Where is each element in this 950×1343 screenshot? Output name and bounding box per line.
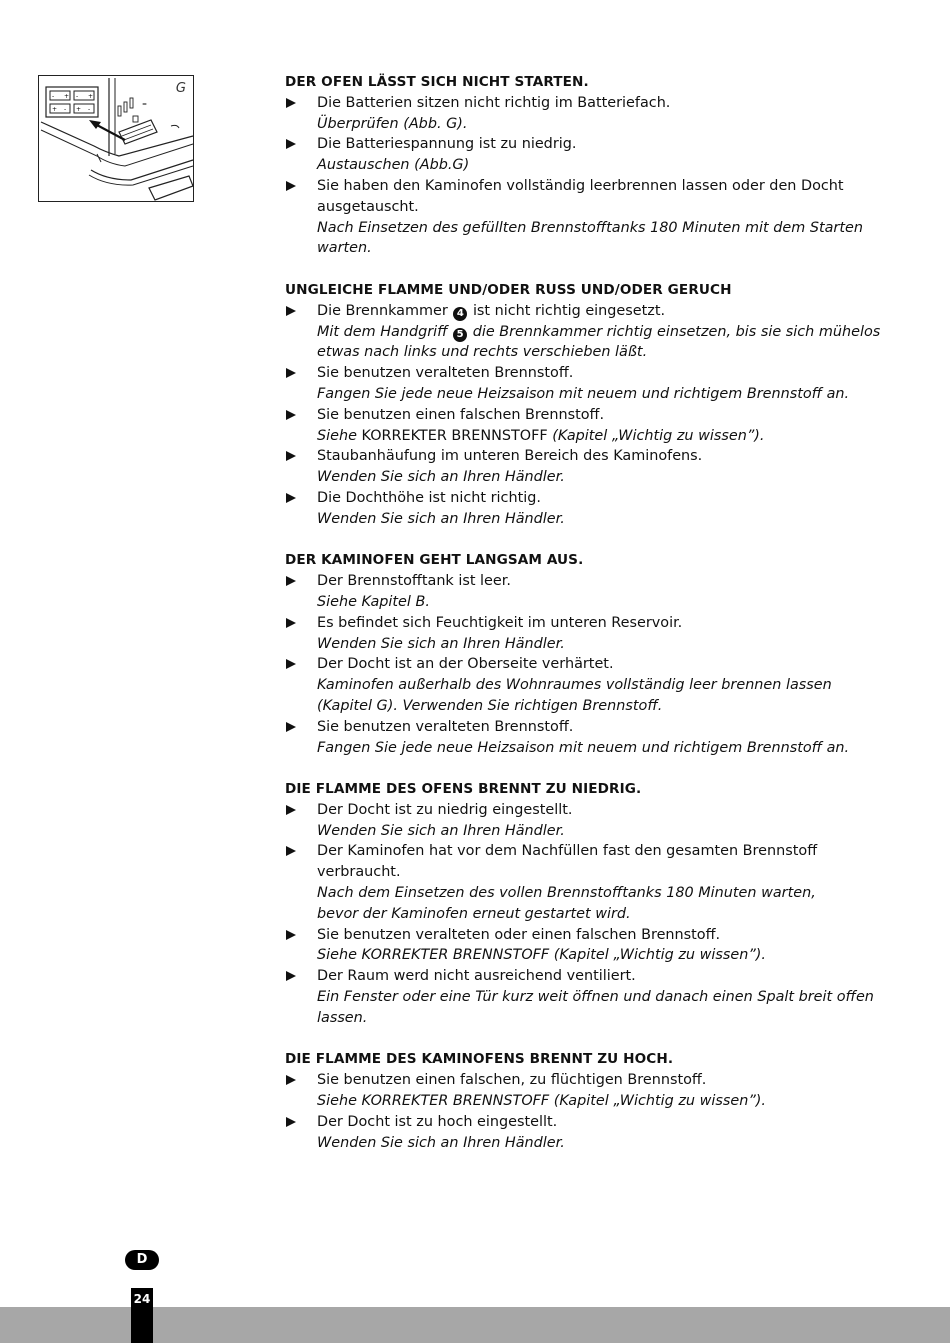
section-heading: DIE FLAMME DES OFENS BRENNT ZU NIEDRIG.: [285, 781, 642, 798]
cause-text-end: ist nicht richtig eingesetzt.: [472, 302, 666, 319]
arrow-bullet-icon: [286, 930, 296, 940]
figure-label: G: [175, 81, 186, 96]
remedy-text: Ein Fenster oder eine Tür kurz weit öffnen und danach einen Spalt breit offen lassen.: [317, 989, 874, 1026]
remedy-text: Fangen Sie jede neue Heizsaison mit neuem und richtigem Brennstoff an.: [317, 385, 850, 402]
remedy-text: Nach Einsetzen des gefüllten Brennstofftanks 180 Minuten mit dem Starten warten.: [317, 219, 863, 257]
list-item: [285, 966, 885, 1028]
cause-text: Sie benutzen veralteten Brennstoff.: [317, 365, 574, 382]
remedy-text: Wenden Sie sich an Ihren Händler.: [317, 469, 565, 486]
section-flame-too-high: [285, 1049, 885, 1153]
cause-text: Der Kaminofen hat vor dem Nachfüllen fast den gesamten Brennstoff verbraucht.: [317, 843, 818, 881]
list-item: [285, 1070, 885, 1112]
remedy-reference: KORREKTER BRENNSTOFF: [361, 427, 548, 444]
remedy-text: [317, 426, 885, 447]
cause-text: Die Batteriespannung ist zu niedrig.: [317, 136, 577, 153]
list-item: [285, 841, 885, 924]
list-item: [285, 1112, 885, 1154]
list-item: [285, 134, 885, 176]
cause-text: Es befindet sich Feuchtigkeit im unteren Reservoir.: [317, 614, 683, 631]
remedy-text: Wenden Sie sich an Ihren Händler.: [317, 1134, 565, 1151]
language-badge: D: [125, 1250, 159, 1270]
section-heading: DER OFEN LÄSST SICH NICHT STARTEN.: [285, 74, 589, 90]
arrow-bullet-icon: [286, 1075, 296, 1085]
list-item: [285, 800, 885, 842]
arrow-bullet-icon: [286, 98, 296, 108]
remedy-text: Siehe KORREKTER BRENNSTOFF (Kapitel „Wichtig zu wissen”).: [317, 947, 766, 964]
arrow-bullet-icon: [286, 139, 296, 149]
arrow-bullet-icon: [286, 805, 296, 815]
list-item: [285, 93, 885, 135]
list-item: [285, 446, 885, 488]
arrow-bullet-icon: [286, 659, 296, 669]
arrow-bullet-icon: [286, 846, 296, 856]
list-item: [285, 176, 885, 259]
arrow-bullet-icon: [286, 451, 296, 461]
arrow-bullet-icon: [286, 576, 296, 586]
arrow-bullet-icon: [286, 306, 296, 316]
list-item: [285, 613, 885, 655]
cause-text: [317, 301, 885, 322]
remedy-text: Wenden Sie sich an Ihren Händler.: [317, 510, 565, 527]
arrow-bullet-icon: [286, 181, 296, 191]
cause-text: Sie benutzen einen falschen Brennstoff.: [317, 406, 605, 423]
svg-text:-: -: [52, 93, 55, 100]
svg-text:+: +: [52, 106, 58, 113]
remedy-text-start: Siehe: [317, 427, 357, 444]
remedy-text: Siehe KORREKTER BRENNSTOFF (Kapitel „Wichtig zu wissen”).: [317, 1093, 766, 1110]
section-goes-out: [285, 550, 885, 758]
remedy-text: Siehe Kapitel B.: [317, 593, 430, 610]
arrow-bullet-icon: [286, 1117, 296, 1127]
cause-text: Staubanhäufung im unteren Bereich des Kaminofens.: [317, 448, 703, 465]
arrow-bullet-icon: [286, 493, 296, 503]
list-item: [285, 405, 885, 447]
page-number: 24: [133, 1292, 151, 1306]
section-flame-too-low: [285, 779, 885, 1029]
cause-text: Die Dochthöhe ist nicht richtig.: [317, 489, 541, 506]
remedy-text: Austauschen (Abb.G): [317, 157, 470, 174]
remedy-text-end: die Brennkammer richtig einsetzen, bis sie sich mühelos etwas nach links und rechts verschieben läßt.: [317, 323, 881, 361]
cause-text: Der Raum werd nicht ausreichend ventiliert.: [317, 968, 636, 985]
list-item: [285, 488, 885, 530]
arrow-bullet-icon: [286, 410, 296, 420]
svg-text:-: -: [76, 93, 79, 100]
remedy-text-line: Nach dem Einsetzen des vollen Brennstofftanks 180 Minuten warten,: [317, 885, 816, 902]
arrow-bullet-icon: [286, 618, 296, 628]
remedy-text: [317, 322, 885, 364]
cause-text-start: Die Brennkammer: [317, 302, 448, 319]
list-item: [285, 925, 885, 967]
section-heading: DIE FLAMME DES KAMINOFENS BRENNT ZU HOCH.: [285, 1051, 674, 1068]
svg-text:-: -: [88, 106, 91, 113]
section-heading: UNGLEICHE FLAMME UND/ODER RUSS UND/ODER GERUCH: [285, 281, 732, 298]
cause-text: Der Docht ist an der Oberseite verhärtet.: [317, 656, 614, 673]
arrow-bullet-icon: [286, 368, 296, 378]
list-item: [285, 301, 885, 363]
list-item: [285, 717, 885, 759]
remedy-text: Kaminofen außerhalb des Wohnraumes vollständig leer brennen lassen (Kapitel G). Verwenden Sie richtigen Brennstoff.: [317, 677, 832, 714]
section-uneven-flame: [285, 280, 885, 530]
list-item: [285, 363, 885, 405]
page-number-tab: [131, 1288, 153, 1343]
troubleshooting-list: [285, 72, 885, 1174]
svg-text:+: +: [76, 106, 82, 113]
cause-text: Der Docht ist zu hoch eingestellt.: [317, 1113, 558, 1130]
svg-text:=: =: [142, 101, 148, 108]
cause-text: Der Docht ist zu niedrig eingestellt.: [317, 801, 573, 818]
svg-text:+: +: [64, 93, 70, 100]
cause-text: Sie benutzen veralteten Brennstoff.: [317, 718, 574, 735]
remedy-text-line: bevor der Kaminofen erneut gestartet wird.: [317, 905, 631, 922]
cause-text: Sie benutzen veralteten oder einen falschen Brennstoff.: [317, 926, 721, 943]
cause-text: Die Batterien sitzen nicht richtig im Batteriefach.: [317, 94, 671, 111]
list-item: [285, 571, 885, 613]
remedy-text: Wenden Sie sich an Ihren Händler.: [317, 635, 565, 652]
arrow-bullet-icon: [286, 722, 296, 732]
arrow-bullet-icon: [286, 971, 296, 981]
battery-compartment-icon: [39, 76, 195, 203]
remedy-text: Fangen Sie jede neue Heizsaison mit neuem und richtigem Brennstoff an.: [317, 739, 850, 756]
remedy-text: Wenden Sie sich an Ihren Händler.: [317, 822, 565, 839]
section-not-starting: [285, 72, 885, 259]
list-item: [285, 654, 885, 716]
cause-text: Sie haben den Kaminofen vollständig leerbrennen lassen oder den Docht ausgetauscht.: [317, 177, 844, 215]
svg-text:-: -: [64, 106, 67, 113]
section-heading: DER KAMINOFEN GEHT LANGSAM AUS.: [285, 552, 584, 569]
remedy-text-start: Mit dem Handgriff: [317, 323, 448, 340]
cause-text: Der Brennstofftank ist leer.: [317, 573, 511, 590]
cause-text: Sie benutzen einen falschen, zu flüchtigen Brennstoff.: [317, 1072, 707, 1089]
svg-text:+: +: [88, 93, 94, 100]
remedy-text: Überprüfen (Abb. G).: [317, 115, 468, 132]
part-number-badge: 4: [453, 307, 467, 321]
figure-battery-compartment: [38, 75, 194, 202]
part-number-badge: 5: [453, 328, 467, 342]
remedy-text-end: (Kapitel „Wichtig zu wissen”).: [552, 427, 765, 444]
